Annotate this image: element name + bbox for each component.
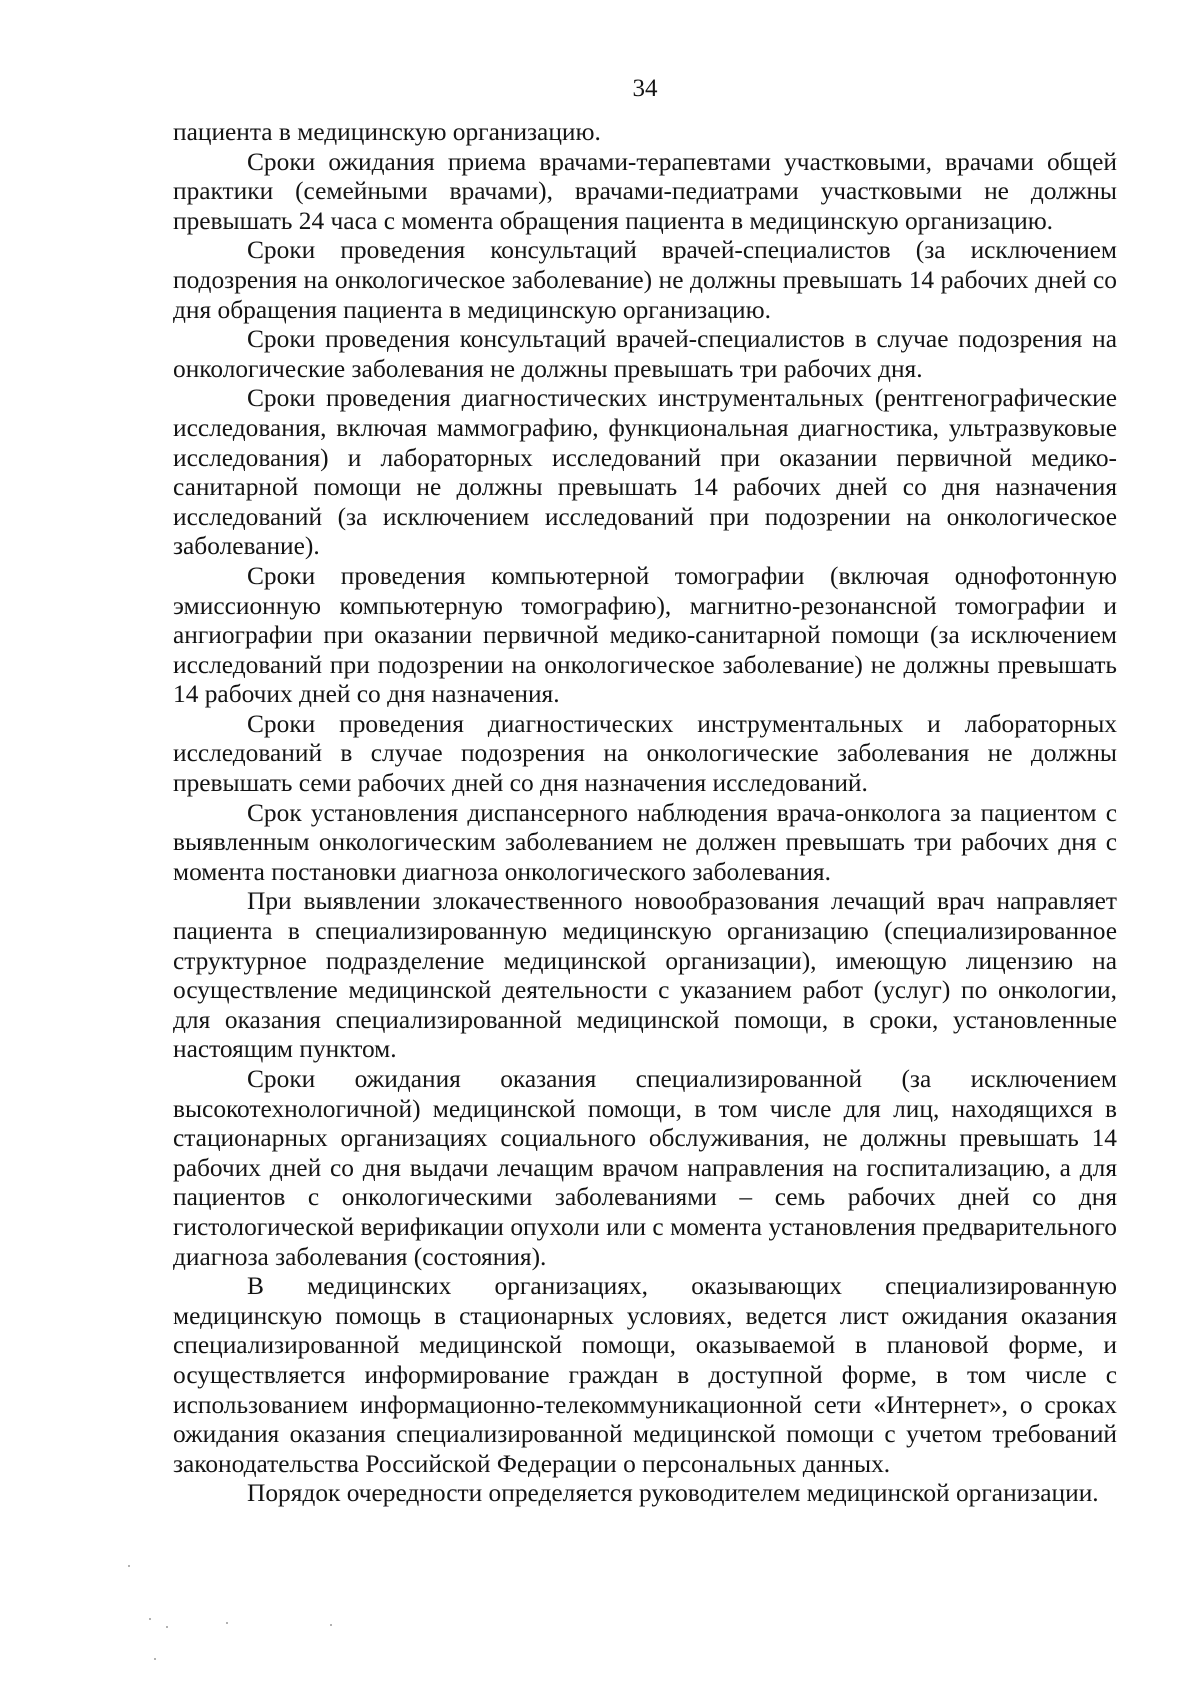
paragraph-oncology-consultation-time: Сроки проведения консультаций врачей-специалистов в случае подозрения на онкологические заболевания не должны превышать три рабочих дня. (173, 325, 1117, 383)
scan-speck (166, 1626, 168, 1628)
page-number: 34 (632, 75, 658, 102)
paragraph-dispensary-observation-time: Срок установления диспансерного наблюдения врача-онколога за пациентом с выявленным онкологическим заболеванием не должен превышать три рабочих дня с момента постановки диагноза онкологического заболевания. (173, 798, 1117, 886)
paragraph-specialist-consultation-time: Сроки проведения консультаций врачей-специалистов (за исключением подозрения на онкологическое заболевание) не должны превышать 14 рабочих дней со дня обращения пациента в медицинскую организацию. (173, 236, 1117, 324)
paragraph-waiting-list: В медицинских организациях, оказывающих специализированную медицинскую помощь в стационарных условиях, ведется лист ожидания оказания специализированной медицинской помощи, оказываемой в плановой форме, и осуществляется информирование граждан в доступной форме, в том числе с использованием информационно-телекоммуникационной сети «Интернет», о сроках ожидания оказания специализированной медицинской помощи с учетом требований законодательства Российской Федерации о персональных данных. (173, 1272, 1117, 1478)
paragraph-malignancy-referral: При выявлении злокачественного новообразования лечащий врач направляет пациента в специализированную медицинскую организацию (специализированное структурное подразделение медицинской организации), имеющую лицензию на осуществление медицинской деятельности с указанием работ (услуг) по онкологии, для оказания специализированной медицинской помощи, в сроки, установленные настоящим пунктом. (173, 887, 1117, 1064)
scan-speck (226, 1622, 228, 1624)
scan-speck (154, 1658, 156, 1660)
paragraph-oncology-diagnostics-time: Сроки проведения диагностических инструментальных и лабораторных исследований в случае подозрения на онкологические заболевания не должны превышать семи рабочих дней со дня назначения исследований. (173, 709, 1117, 798)
scan-speck (128, 1565, 130, 1567)
paragraph-queue-order: Порядок очередности определяется руководителем медицинской организации. (247, 1479, 1099, 1508)
scan-speck (149, 1618, 151, 1620)
scan-speck (330, 1624, 332, 1626)
paragraph-specialized-care-waiting-time: Сроки ожидания оказания специализированной (за исключением высокотехнологичной) медицинской помощи, в том числе для лиц, находящихся в стационарных организациях социального обслуживания, не должны превышать 14 рабочих дней со дня выдачи лечащим врачом направления на госпитализацию, а для пациентов с онкологическими заболеваниями – семь рабочих дней со дня гистологической верификации опухоли или с момента установления предварительного диагноза заболевания (состояния). (173, 1065, 1117, 1271)
paragraph-tomography-time: Сроки проведения компьютерной томографии (включая однофотонную эмиссионную компьютерную томографию), магнитно-резонансной томографии и ангиографии при оказании первичной медико-санитарной помощи (за исключением исследований при подозрении на онкологическое заболевание) не должны превышать 14 рабочих дней со дня назначения. (173, 561, 1117, 709)
paragraph-therapist-waiting-time: Сроки ожидания приема врачами-терапевтами участковыми, врачами общей практики (семейными врачами), врачами-педиатрами участковыми не должны превышать 24 часа с момента обращения пациента в медицинскую организацию. (173, 147, 1117, 235)
paragraph-continuation: пациента в медицинскую организацию. (173, 118, 601, 146)
paragraph-diagnostic-studies-time: Сроки проведения диагностических инструментальных (рентгенографические исследования, включая маммографию, функциональная диагностика, ультразвуковые исследования) и лабораторных исследований при оказании первичной медико-санитарной помощи не должны превышать 14 рабочих дней со дня назначения исследований (за исключением исследований при подозрении на онкологическое заболевание). (173, 384, 1117, 561)
document-body (173, 118, 1117, 1509)
